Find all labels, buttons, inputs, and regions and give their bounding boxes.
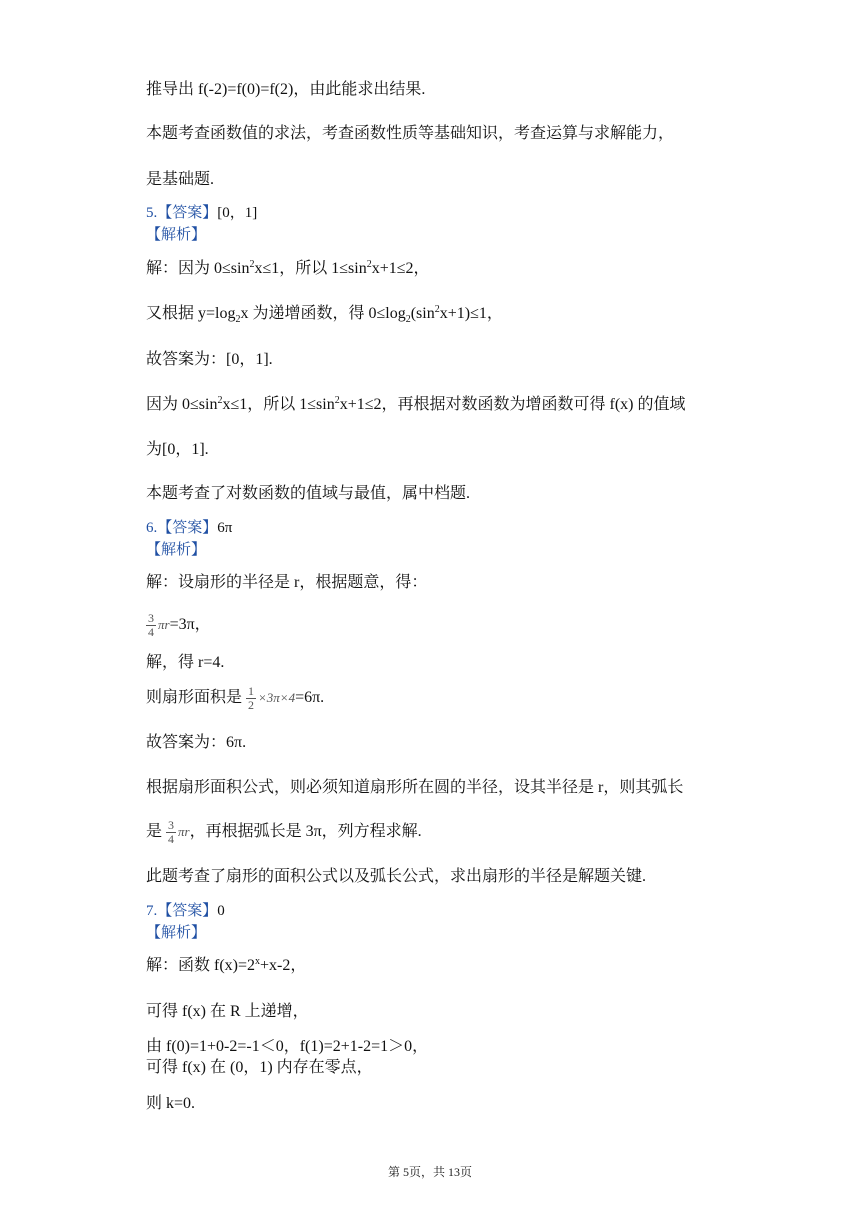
q6-step-6: 根据扇形面积公式，则必须知道扇形所在圆的半径，设其半径是 r，则其弧长 <box>146 779 684 796</box>
q6-step-5: 故答案为：6π. <box>146 734 247 751</box>
subscript: 2 <box>235 314 241 325</box>
text-span: 解：因为 0≤sin <box>146 260 250 277</box>
page-footer: 第 5页，共 13页 <box>387 1165 472 1179</box>
q7-step-1 <box>146 956 306 976</box>
q7-step-5: 则 k=0. <box>146 1095 196 1112</box>
q5-step-4 <box>146 395 686 415</box>
superscript: 2 <box>217 395 223 406</box>
q6-analysis-label: 【解析】 <box>146 542 207 558</box>
text-line: 推导出 f(-2)=f(0)=f(2)，由此能求出结果. <box>146 81 426 98</box>
q6-answer-heading <box>146 518 232 538</box>
text-span: x≤1，所以 1≤sin <box>222 396 335 413</box>
fraction-denominator: 4 <box>168 832 175 846</box>
q6-step-4 <box>146 685 324 712</box>
q7-number-label: 7.【答案】 <box>146 903 218 919</box>
q5-step-6: 本题考查了对数函数的值域与最值，属中档题. <box>146 485 471 502</box>
q7-step-4: 可得 f(x) 在 (0，1) 内存在零点， <box>146 1059 373 1076</box>
text-span: 因为 0≤sin <box>146 396 218 413</box>
fraction <box>146 612 156 639</box>
q5-step-3: 故答案为：[0，1]. <box>146 351 273 368</box>
q6-answer-value: 6π <box>217 520 233 536</box>
subscript: 2 <box>405 314 411 325</box>
q6-step-1: 解：设扇形的半径是 r，根据题意，得： <box>146 574 428 591</box>
text-span: ，再根据弧长是 3π，列方程求解. <box>189 823 422 841</box>
text-span: =6π. <box>295 689 325 707</box>
superscript: 2 <box>249 259 255 270</box>
q6-step-3: 解，得 r=4. <box>146 654 225 671</box>
math-expression: πr <box>178 824 190 840</box>
q6-step-2 <box>146 612 211 639</box>
text-span: x+1≤2，再根据对数函数为增函数可得 f(x) 的值域 <box>339 396 686 413</box>
q5-number-label: 5.【答案】 <box>146 205 218 221</box>
fraction-numerator: 3 <box>148 611 154 625</box>
q5-step-2 <box>146 304 503 324</box>
text-line: 本题考查函数值的求法，考查函数性质等基础知识，考查运算与求解能力， <box>146 125 675 142</box>
q5-step-5: 为[0，1]. <box>146 441 209 458</box>
q5-step-1 <box>146 259 430 279</box>
fraction <box>166 819 176 846</box>
superscript: 2 <box>334 395 340 406</box>
math-expression: ×3π×4 <box>258 690 296 706</box>
text-span: 则扇形面积是 <box>146 689 243 707</box>
q7-step-2: 可得 f(x) 在 R 上递增， <box>146 1003 309 1020</box>
superscript: 2 <box>434 304 440 315</box>
fraction-numerator: 3 <box>168 818 175 832</box>
q7-analysis-label: 【解析】 <box>146 925 207 941</box>
text-span: x+1)≤1， <box>439 305 503 322</box>
q6-step-7 <box>146 819 422 846</box>
q7-step-3: 由 f(0)=1+0-2=-1＜0，f(1)=2+1-2=1＞0， <box>146 1038 429 1055</box>
q6-number-label: 6.【答案】 <box>146 520 218 536</box>
text-span: 又根据 y=log <box>146 305 236 322</box>
text-line: 是基础题. <box>146 171 215 188</box>
text-span: x≤1，所以 1≤sin <box>254 260 367 277</box>
fraction-denominator: 4 <box>148 625 154 639</box>
text-span: =3π， <box>169 616 211 634</box>
text-span: (sin <box>410 305 435 322</box>
text-span: +x-2， <box>260 957 307 974</box>
q7-answer-heading <box>146 901 225 921</box>
q5-answer-value: [0，1] <box>217 205 258 221</box>
superscript: 2 <box>366 259 372 270</box>
fraction-denominator: 2 <box>248 698 255 712</box>
fraction <box>246 685 256 712</box>
math-expression: πr <box>158 617 170 633</box>
q5-answer-heading <box>146 203 257 223</box>
q5-analysis-label: 【解析】 <box>146 227 207 243</box>
text-span: x+1≤2， <box>371 260 430 277</box>
text-span: 解：函数 f(x)=2 <box>146 957 256 974</box>
q7-answer-value: 0 <box>217 903 225 919</box>
fraction-numerator: 1 <box>248 684 255 698</box>
text-span: 是 <box>146 823 163 841</box>
superscript: x <box>255 956 261 967</box>
q6-step-8: 此题考查了扇形的面积公式以及弧长公式，求出扇形的半径是解题关键. <box>146 868 647 885</box>
text-span: x 为递增函数，得 0≤log <box>240 305 406 322</box>
